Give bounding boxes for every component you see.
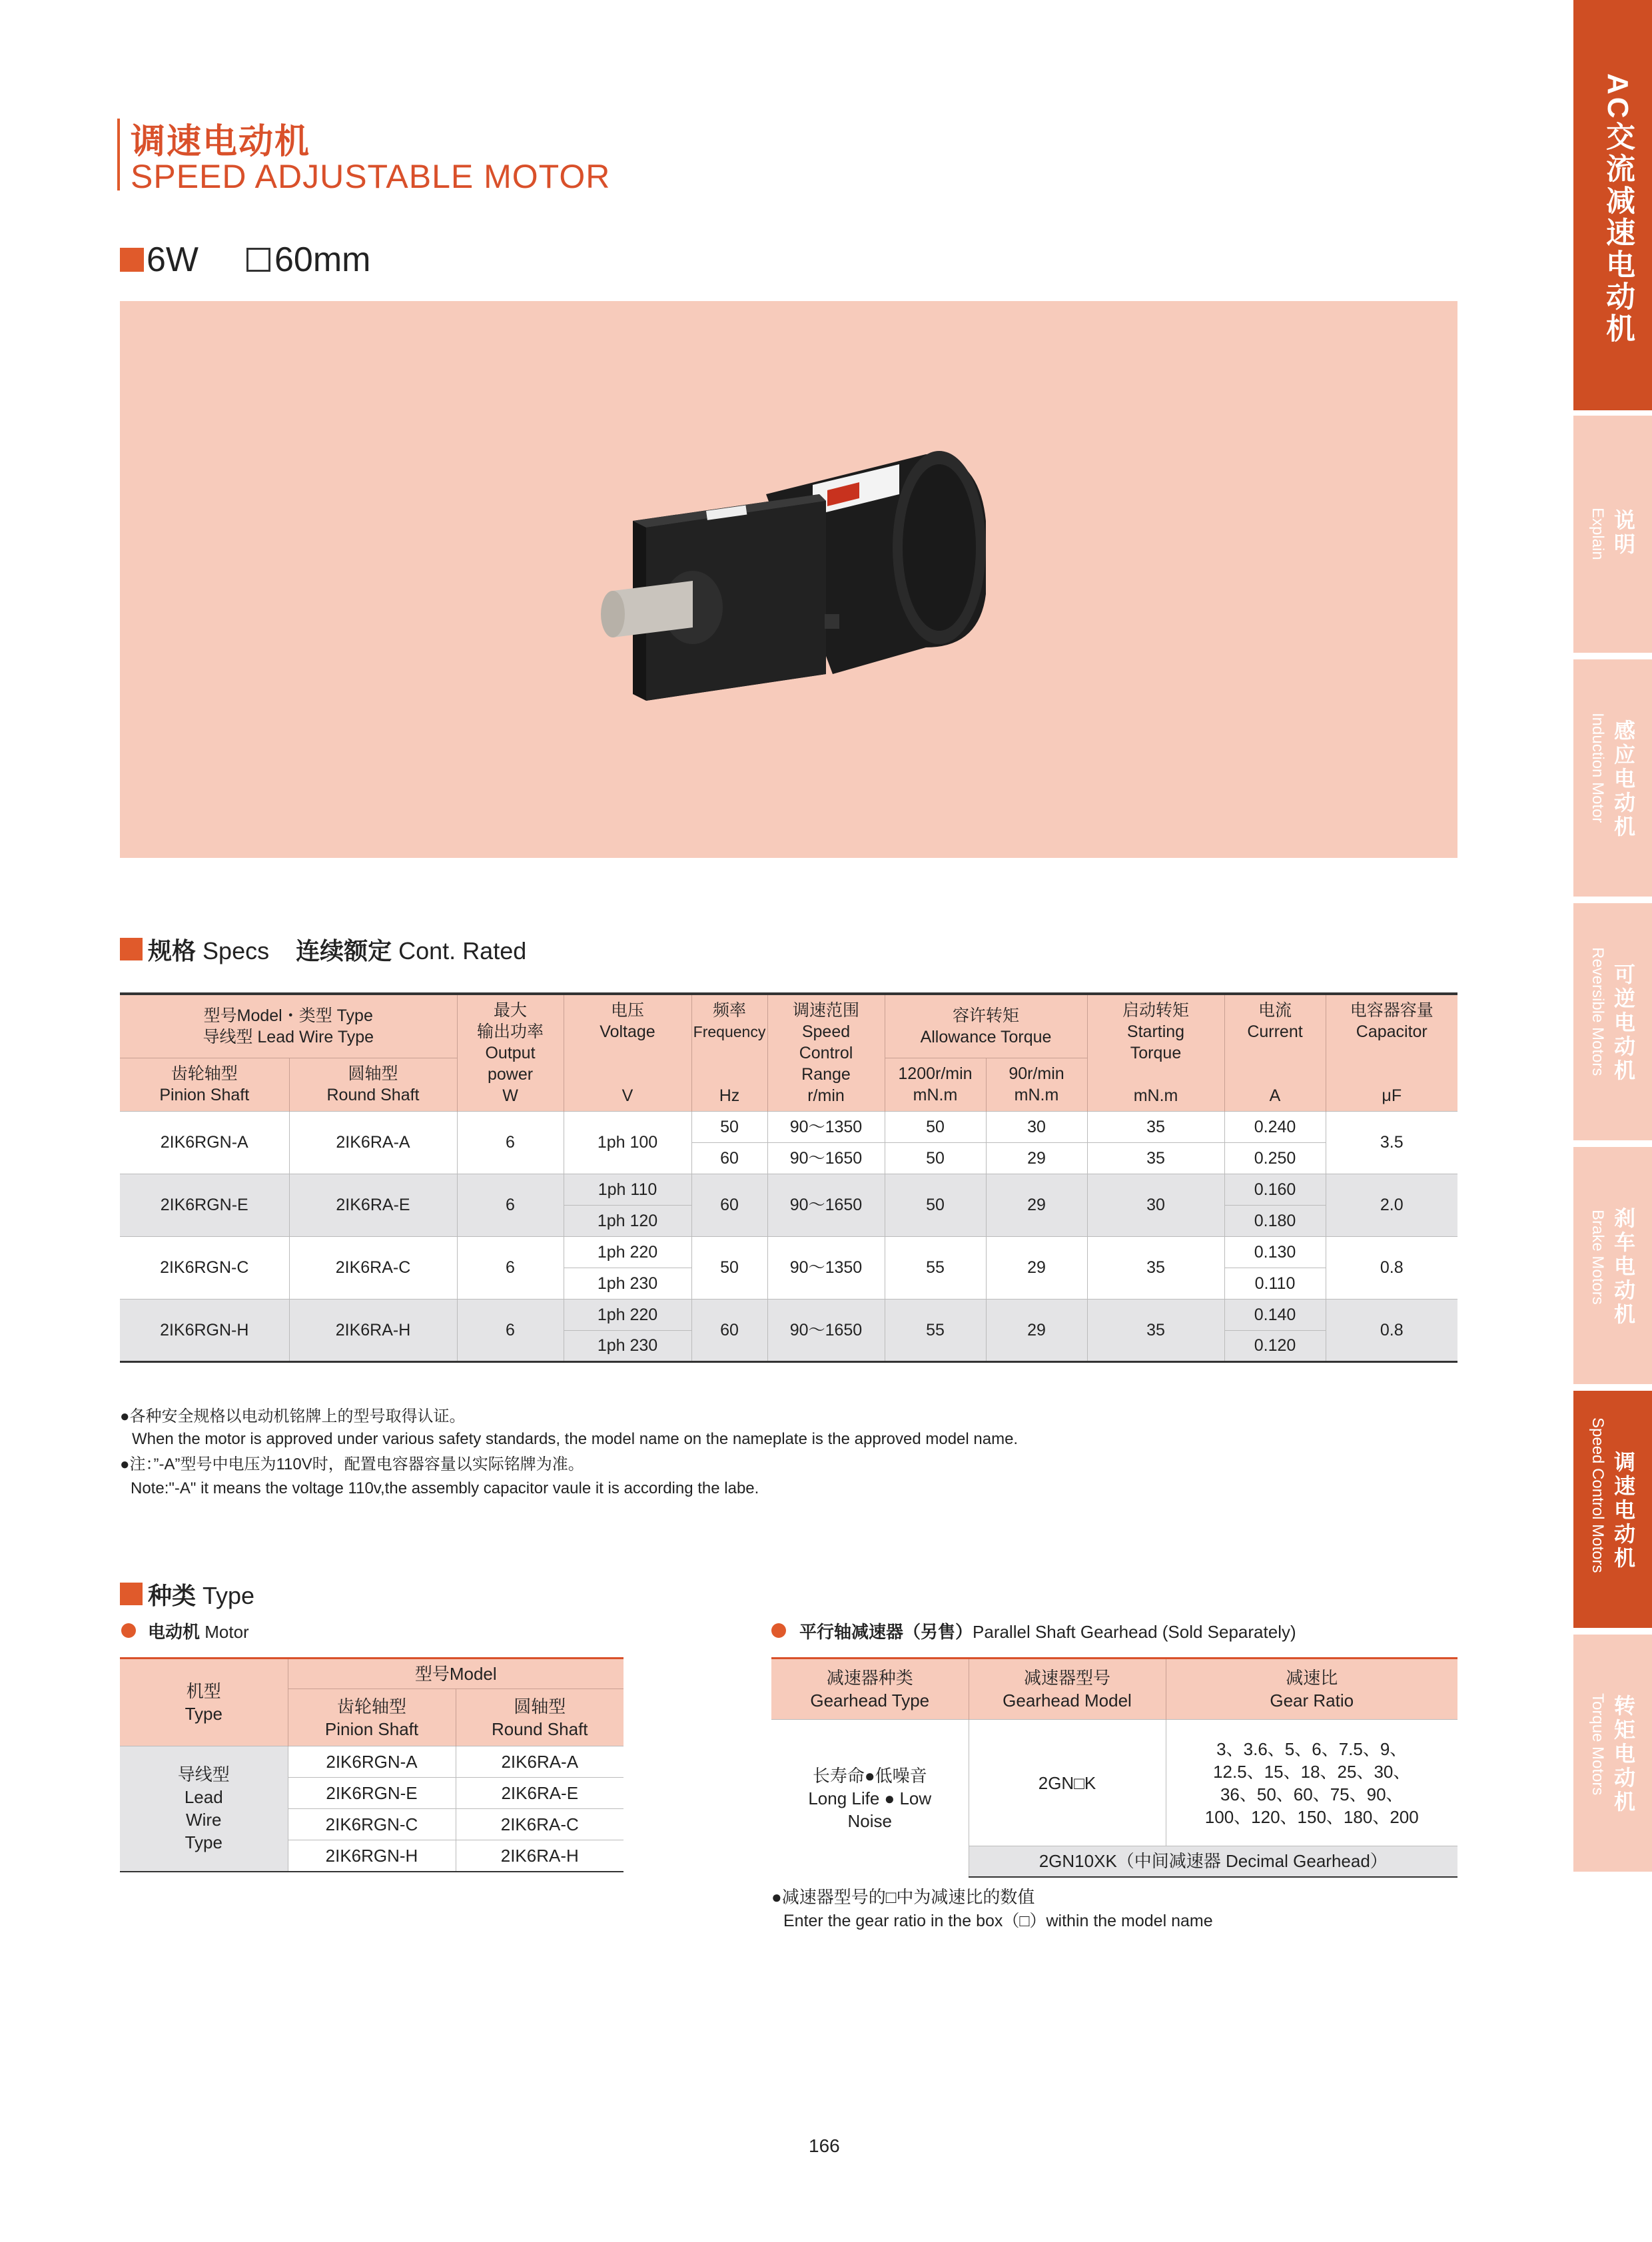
sidebar-item-speed-control[interactable] [1573,1391,1652,1628]
cell-lead-wire-type: 导线型 Lead Wire Type [120,1746,288,1872]
cell-speed: 90～1350 [767,1236,885,1299]
cell-speed: 90～1350 [767,1111,885,1142]
cell-torque-1200: 50 [885,1174,986,1236]
th-gearhead-type: 减速器种类 Gearhead Type [771,1659,969,1720]
sidebar-item-sublabel: Torque Motors [1589,1693,1607,1796]
th-voltage: 电压 Voltage V [564,994,691,1111]
cell-round: 2IK6RA-C [289,1236,457,1299]
cell-pinion: 2IK6RGN-H [288,1840,456,1872]
cell-current: 0.240 [1224,1111,1326,1142]
sidebar-main-label: AC交流减速电动机 [1601,73,1634,345]
th-type: 机型 Type [120,1659,288,1746]
th-round-shaft: 圆轴型 Round Shaft [289,1058,457,1111]
sidebar-item-label: 感应电动机 [1611,719,1635,839]
sidebar-item-reversible[interactable] [1573,903,1652,1140]
power-rating: 6W [147,240,199,279]
cell-starting-torque: 35 [1087,1299,1224,1361]
cell-current: 0.120 [1224,1330,1326,1361]
cell-gear-ratio: 3、3.6、5、6、7.5、9、 12.5、15、18、25、30、 36、50、60、75、90、 100、120、150、180、200 [1166,1720,1457,1846]
gear-note-en: Enter the gear ratio in the box（□）within the model name [783,1912,1213,1930]
cell-speed: 90～1650 [767,1299,885,1361]
square-frame-icon [246,248,270,272]
th-pinion-shaft: 齿轮轴型 Pinion Shaft [120,1058,289,1111]
gearhead-table [771,1657,1457,1878]
cell-voltage: 1ph 230 [564,1268,691,1299]
cell-pinion: 2IK6RGN-C [288,1809,456,1840]
specs-heading: 规格 Specs 连续额定 Cont. Rated [148,937,527,964]
cell-starting-torque: 30 [1087,1174,1224,1236]
cell-torque-1200: 50 [885,1111,986,1142]
cell-pinion: 2IK6RGN-E [120,1174,289,1236]
table-row [120,1174,1457,1205]
cell-round: 2IK6RA-E [456,1778,623,1809]
th-starting-torque: 启动转矩 Starting Torque mN.m [1087,994,1224,1111]
product-photo [120,301,1457,858]
th-round-shaft: 圆轴型 Round Shaft [456,1689,623,1746]
cell-current: 0.140 [1224,1299,1326,1330]
cell-power: 6 [457,1236,564,1299]
table-row [120,1236,1457,1268]
cell-decimal-gearhead: 2GN10XK（中间减速器 Decimal Gearhead） [969,1846,1457,1877]
th-gear-ratio: 减速比 Gear Ratio [1166,1659,1457,1720]
cell-speed: 90～1650 [767,1142,885,1174]
motor-subheading: 电动机 Motor [148,1622,249,1642]
note-1-en: When the motor is approved under various safety standards, the model name on the nameplate is the approved model name. [132,1430,1019,1448]
cell-starting-torque: 35 [1087,1236,1224,1299]
th-allowance-torque: 容许转矩 Allowance Torque [885,994,1087,1058]
cell-frequency: 50 [691,1236,767,1299]
table-row [120,1746,623,1778]
cell-current: 0.250 [1224,1142,1326,1174]
th-pinion-shaft: 齿轮轴型 Pinion Shaft [288,1689,456,1746]
cell-current: 0.130 [1224,1236,1326,1268]
sidebar-item-sublabel: Induction Motor [1589,713,1607,823]
gearhead-subheading: 平行轴减速器（另售）Parallel Shaft Gearhead (Sold Separately) [799,1622,1296,1642]
sidebar-item-sublabel: Brake Motors [1589,1210,1607,1305]
cell-voltage: 1ph 120 [564,1205,691,1236]
note-1-cn: ●各种安全规格以电动机铭牌上的型号取得认证。 [120,1407,466,1425]
cell-gearhead-model: 2GN□K [969,1720,1166,1846]
cell-current: 0.110 [1224,1268,1326,1299]
cell-round: 2IK6RA-A [289,1111,457,1174]
cell-frequency: 60 [691,1142,767,1174]
cell-torque-90: 29 [986,1236,1087,1299]
page-title-en: SPEED ADJUSTABLE MOTOR [131,158,611,195]
sidebar-item-brake[interactable] [1573,1147,1652,1384]
cell-capacitor: 2.0 [1326,1174,1457,1236]
type-heading: 种类 Type [148,1582,255,1609]
th-gearhead-model: 减速器型号 Gearhead Model [969,1659,1166,1720]
cell-current: 0.180 [1224,1205,1326,1236]
sidebar-item-torque[interactable] [1573,1635,1652,1872]
th-90rpm: 90r/min mN.m [986,1058,1087,1111]
th-speed-range: 调速范围 Speed Control Range r/min [767,994,885,1111]
table-row [120,1111,1457,1142]
gear-note-cn: ●减速器型号的□中为减速比的数值 [771,1887,1035,1907]
note-2-en: Note:"-A" it means the voltage 110v,the assembly capacitor vaule it is according the labe. [131,1479,759,1497]
note-2-cn: ●注：”-A”型号中电压为110V时，配置电容器容量以实际铭牌为准。 [120,1455,584,1473]
sidebar-item-label: 说明 [1611,509,1635,557]
sidebar-item-label: 调速电动机 [1611,1451,1635,1571]
th-model: 型号Model [288,1659,623,1689]
cell-voltage: 1ph 220 [564,1236,691,1268]
cell-pinion: 2IK6RGN-H [120,1299,289,1361]
page-number: 166 [809,2135,840,2156]
sidebar-main-tab[interactable] [1573,0,1652,410]
cell-voltage: 1ph 220 [564,1299,691,1330]
cell-round: 2IK6RA-C [456,1809,623,1840]
th-1200rpm: 1200r/min mN.m [885,1058,986,1111]
sidebar-item-sublabel: Explain [1589,508,1607,560]
sidebar-item-label: 刹车电动机 [1611,1207,1635,1327]
dot-bullet-icon [771,1623,786,1638]
th-model: 型号Model・类型 Type 导线型 Lead Wire Type [120,994,457,1058]
cell-round: 2IK6RA-H [289,1299,457,1361]
title-accent-bar [117,119,120,190]
cell-frequency: 60 [691,1299,767,1361]
square-bullet-icon [120,248,144,272]
cell-capacitor: 0.8 [1326,1299,1457,1361]
th-current: 电流 Current A [1224,994,1326,1111]
cell-capacitor: 3.5 [1326,1111,1457,1174]
cell-voltage: 1ph 230 [564,1330,691,1361]
cell-speed: 90～1650 [767,1174,885,1236]
cell-gearhead-type: 长寿命●低噪音 Long Life ● Low Noise [771,1720,969,1877]
sidebar-item-induction[interactable] [1573,659,1652,897]
cell-torque-1200: 55 [885,1236,986,1299]
cell-round: 2IK6RA-H [456,1840,623,1872]
cell-frequency: 60 [691,1174,767,1236]
sidebar-item-label: 可逆电动机 [1611,963,1635,1083]
cell-voltage: 1ph 110 [564,1174,691,1205]
th-capacitor: 电容器容量 Capacitor μF [1326,994,1457,1111]
frame-size: 60mm [274,240,371,279]
cell-starting-torque: 35 [1087,1142,1224,1174]
cell-torque-90: 29 [986,1142,1087,1174]
cell-capacitor: 0.8 [1326,1236,1457,1299]
sidebar-item-sublabel: Speed Control Motors [1589,1417,1607,1573]
th-frequency: 频率 Frequency Hz [691,994,767,1111]
cell-pinion: 2IK6RGN-A [288,1746,456,1778]
sidebar-item-label: 转矩电动机 [1611,1694,1635,1814]
cell-power: 6 [457,1111,564,1174]
cell-frequency: 50 [691,1111,767,1142]
sidebar-item-sublabel: Reversible Motors [1589,947,1607,1076]
cell-voltage: 1ph 100 [564,1111,691,1174]
cell-power: 6 [457,1299,564,1361]
cell-round: 2IK6RA-A [456,1746,623,1778]
cell-pinion: 2IK6RGN-A [120,1111,289,1174]
table-row [771,1720,1457,1846]
sidebar-item-explain[interactable] [1573,416,1652,653]
cell-round: 2IK6RA-E [289,1174,457,1236]
page-title-cn: 调速电动机 [131,123,311,161]
square-bullet-icon [120,1583,143,1605]
dot-bullet-icon [121,1623,136,1638]
motor-image [120,301,1457,858]
cell-torque-90: 29 [986,1174,1087,1236]
cell-torque-90: 30 [986,1111,1087,1142]
spec-table [120,992,1457,1363]
cell-power: 6 [457,1174,564,1236]
cell-current: 0.160 [1224,1174,1326,1205]
cell-torque-90: 29 [986,1299,1087,1361]
cell-torque-1200: 55 [885,1299,986,1361]
square-bullet-icon [120,938,143,960]
cell-starting-torque: 35 [1087,1111,1224,1142]
cell-pinion: 2IK6RGN-E [288,1778,456,1809]
cell-pinion: 2IK6RGN-C [120,1236,289,1299]
cell-torque-1200: 50 [885,1142,986,1174]
table-row [120,1299,1457,1330]
motor-type-table [120,1657,623,1872]
th-power: 最大 输出功率 Output power W [457,994,564,1111]
